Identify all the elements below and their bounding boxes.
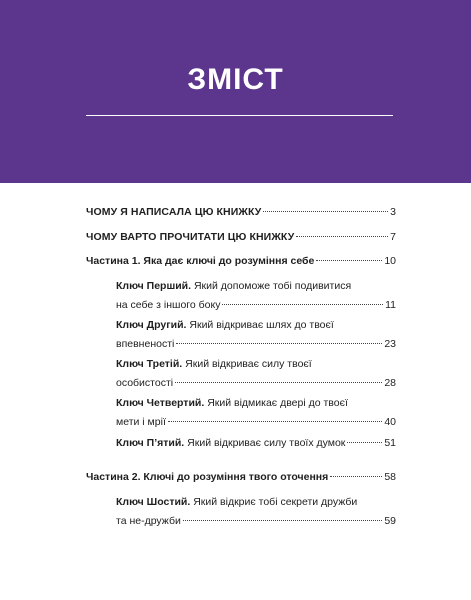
toc-entry-line1 <box>116 356 396 372</box>
key-description: Який відкриває силу твоїх думок <box>184 437 346 449</box>
dot-leader <box>347 442 382 443</box>
toc-entry[interactable] <box>116 278 396 313</box>
key-description-cont: впевненості <box>116 338 175 350</box>
dot-leader <box>176 343 382 344</box>
key-label: Ключ Перший. <box>116 280 192 292</box>
toc-entry-title: ЧОМУ ВАРТО ПРОЧИТАТИ ЦЮ КНИЖКУ <box>86 231 295 243</box>
toc-entry[interactable] <box>116 494 396 529</box>
dot-leader <box>330 476 382 477</box>
toc-entry[interactable] <box>86 253 396 269</box>
key-description: Який відкриє тобі секрети дружби <box>190 496 358 508</box>
dot-leader <box>168 421 382 422</box>
toc-entry[interactable] <box>116 435 396 451</box>
key-label: Ключ Третій. <box>116 358 183 370</box>
toc-entry-page: 58 <box>384 471 396 483</box>
dot-leader <box>222 304 383 305</box>
toc-entry[interactable] <box>116 395 396 430</box>
toc-entry-line1 <box>116 494 396 510</box>
key-description-cont: особистості <box>116 377 174 389</box>
page-title: ЗМІСТ <box>187 63 284 96</box>
key-label: Ключ П’ятий. <box>116 437 185 449</box>
toc-entry-page: 40 <box>384 416 396 428</box>
toc-entry-title: Частина 2. Ключі до розуміння твого оточення <box>86 471 329 483</box>
toc-entry[interactable] <box>116 356 396 391</box>
toc-entry[interactable] <box>86 229 396 245</box>
key-label: Ключ Другий. <box>116 319 187 331</box>
key-description: Який відкриває шлях до твоєї <box>186 319 334 331</box>
key-description-cont: та не-дружби <box>116 515 181 527</box>
dot-leader <box>296 236 388 237</box>
key-description-cont: мети і мрії <box>116 416 166 428</box>
key-description: Який допоможе тобі подивитися <box>191 280 352 292</box>
key-description: Який відкриває силу твоєї <box>182 358 312 370</box>
toc-entry-title: Частина 1. Яка дає ключі до розуміння себе <box>86 255 315 267</box>
toc-entry-page: 11 <box>385 299 396 311</box>
toc-entry-page: 51 <box>384 437 396 449</box>
key-description-cont: на себе з іншого боку <box>116 299 221 311</box>
toc-entry-page: 3 <box>390 206 396 218</box>
toc-entry-line1 <box>116 278 396 294</box>
toc-entry-page: 23 <box>384 338 396 350</box>
key-label: Ключ Четвертий. <box>116 397 205 409</box>
toc-entry-page: 59 <box>384 515 396 527</box>
toc-entry-page: 28 <box>384 377 396 389</box>
dot-leader <box>183 520 382 521</box>
toc-entry-line1 <box>116 395 396 411</box>
key-label: Ключ Шостий. <box>116 496 191 508</box>
toc-entry-title: ЧОМУ Я НАПИСАЛА ЦЮ КНИЖКУ <box>86 206 262 218</box>
toc-entry-page: 7 <box>390 231 396 243</box>
key-description: Який відмикає двері до твоєї <box>204 397 348 409</box>
toc-entry[interactable] <box>86 469 396 485</box>
toc-entry[interactable] <box>116 317 396 352</box>
toc-entry-line1 <box>116 317 396 333</box>
dot-leader <box>316 260 382 261</box>
toc-entry-page: 10 <box>384 255 396 267</box>
dot-leader <box>175 382 382 383</box>
dot-leader <box>263 211 388 212</box>
toc-entry[interactable] <box>86 204 396 220</box>
